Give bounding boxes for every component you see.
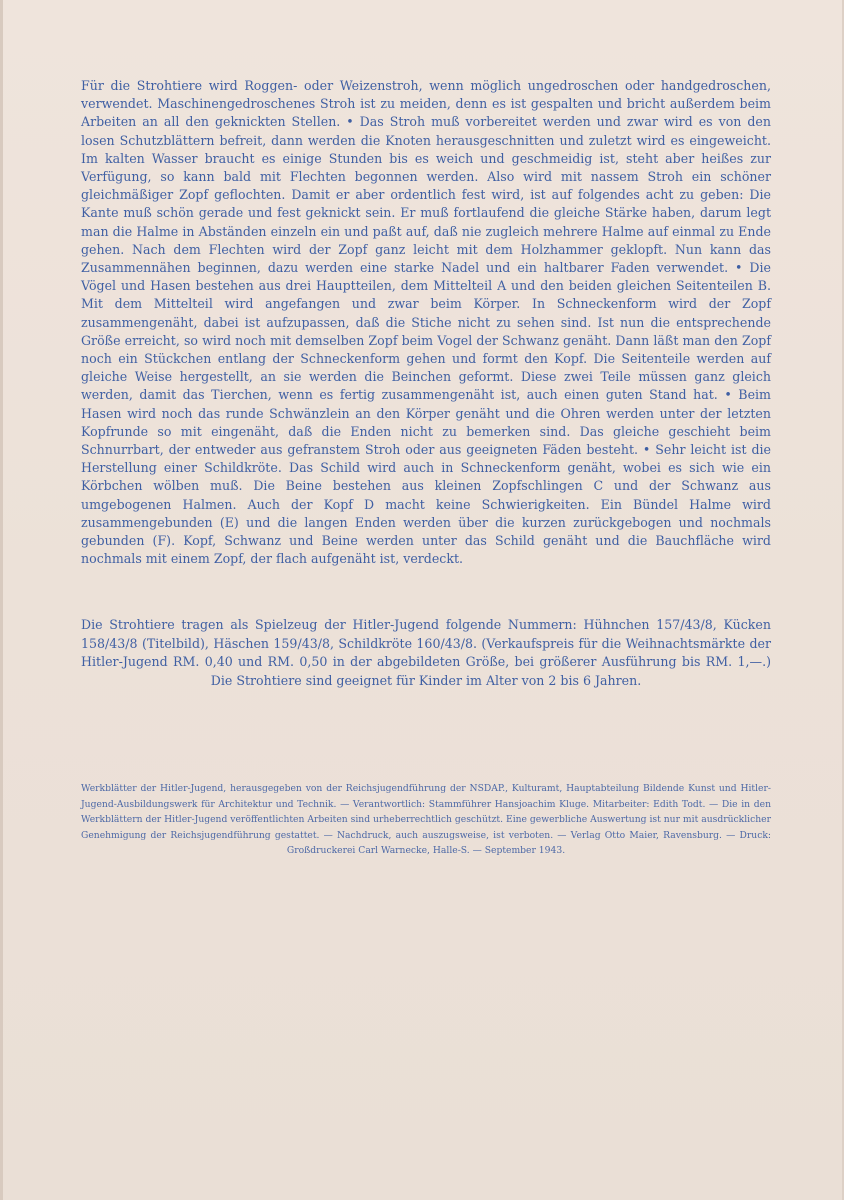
instructions-paragraph: Für die Strohtiere wird Roggen- oder Weizenstroh, wenn möglich ungedroschen oder handgedroschen, verwendet. Maschinengedroschenes Stroh ist zu meiden, denn es ist gespalten und bricht außerdem beim Arbeiten an all den geknickten Stellen. • Das Stroh muß vorbereitet werden und zwar wird es von den losen Schutzblättern befreit, dann werden die Knoten herausgeschnitten und zuletzt wird es eingeweicht. Im kalten Wasser braucht es einige Stunden bis es weich und geschmeidig ist, steht aber heißes zur Verfügung, so kann bald mit Flechten begonnen werden. Also wird mit nassem Stroh ein schöner gleichmäßiger Zopf geflochten. Damit er aber ordentlich fest wird, ist auf folgendes acht zu geben: Die Kante muß schön gerade und fest geknickt sein. Er muß fortlaufend die gleiche Stärke haben, darum legt man die Halme in Abständen einzeln ein und paßt auf, daß nie zugleich mehrere Halme auf einmal zu Ende gehen. Nach dem Flechten wird der Zopf ganz leicht mit dem Holzhammer geklopft. Nun kann das Zusammennähen beginnen, dazu werden eine starke Nadel und ein haltbarer Faden verwendet. • Die Vögel und Hasen bestehen aus drei Hauptteilen, dem Mittelteil A und den beiden gleichen Seitenteilen B. Mit dem Mittelteil wird angefangen und zwar beim Körper. In Schneckenform wird der Zopf zusammengenäht, dabei ist aufzupassen, daß die Stiche nicht zu sehen sind. Ist nun die entsprechende Größe erreicht, so wird noch mit demselben Zopf beim Vogel der Schwanz genäht. Dann läßt man den Zopf noch ein Stückchen entlang der Schneckenform gehen und formt den Kopf. Die Seitenteile werden auf gleiche Weise hergestellt, an sie werden die Beinchen geformt. Diese zwei Teile müssen ganz gleich werden, damit das Tierchen, wenn es fertig zusammengenäht ist, auch einen guten Stand hat. • Beim Hasen wird noch das runde Schwänzlein an den Körper genäht und die Ohren werden unter der letzten Kopfrunde so mit eingenäht, daß die Enden nicht zu bemerken sind. Das gleiche geschieht beim Schnurrbart, der entweder aus gefranstem Stroh oder aus geeigneten Fäden besteht. • Sehr leicht ist die Herstellung einer Schildkröte. Das Schild wird auch in Schneckenform genäht, wobei es sich wie ein Körbchen wölben muß. Die Beine bestehen aus kleinen Zopfschlingen C und der Schwanz aus umgebogenen Halmen. Auch der Kopf D macht keine Schwierigkeiten. Ein Bündel Halme wird zusammengebunden (E) und die langen Enden werden über die kurzen zurückgebogen und nochmals gebunden (F). Kopf, Schwanz und Beine werden unter das Schild genäht und die Bauchfläche wird nochmals mit einem Zopf, der flach aufgenäht ist, verdeckt. xyxy=(81,78,771,567)
imprint-paragraph: Werkblätter der Hitler-Jugend, herausgegeben von der Reichsjugendführung der NSDAP., Kulturamt, Hauptabteilung Bildende Kunst und Hitler-Jugend-Ausbildungswerk für Architektur und Technik. — Verantwortlich: Stammführer Hansjoachim Kluge. Mitarbeiter: Edith Todt. — Die in den Werkblättern der Hitler-Jugend veröffentlichten Arbeiten sind urheberrechtlich geschützt. Eine gewerbliche Auswertung ist nur mit ausdrücklicher Genehmigung der Reichsjugendführung gestattet. — Nachdruck, auch auszugsweise, ist verboten. — Verlag Otto Maier, Ravensburg. — Druck: Großdruckerei Carl Warnecke, Halle-S. — September 1943. xyxy=(81,783,771,857)
sales-info-paragraph: Die Strohtiere tragen als Spielzeug der Hitler-Jugend folgende Nummern: Hühnchen 157/43/8, Kücken 158/43/8 (Titelbild), Häschen 159/43/8, Schildkröte 160/43/8. (Verkaufspreis für die Weihnachtsmärkte der Hitler-Jugend RM. 0,40 und RM. 0,50 in der abgebildeten Größe, bei größerer Ausführung bis RM. 1,—.) Die Strohtiere sind geeignet für Kinder im Alter von 2 bis 6 Jahren. xyxy=(81,617,771,688)
